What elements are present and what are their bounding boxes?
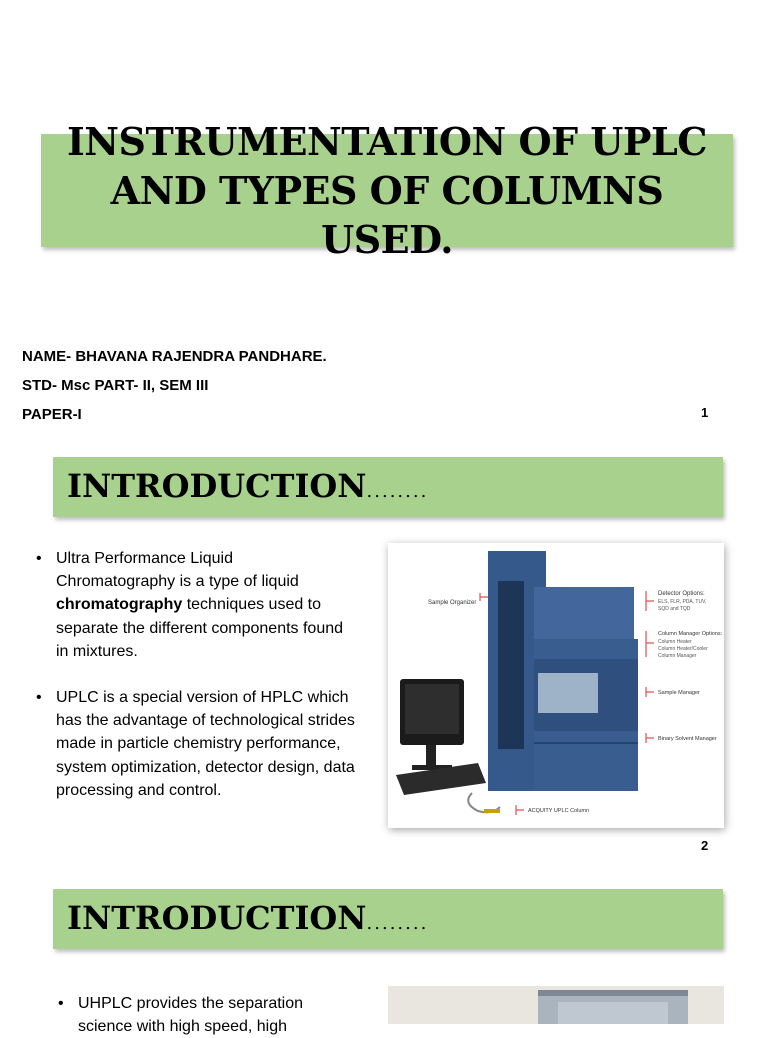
heading-dots: ........: [366, 913, 429, 934]
bullet-bold-term: chromatography: [56, 596, 183, 614]
bullet-text: UPLC is a special version of HPLC which has the advantage of technological strides made in particle chemistry performance, system optimization, detector design, data processing and control.: [56, 689, 355, 799]
bullet-dot: •: [36, 689, 42, 707]
title-banner: [41, 119, 733, 262]
introduction-banner-2: [53, 889, 723, 949]
page-number-2: 2: [701, 838, 709, 853]
label-detector-options: Detector Options:: [658, 591, 705, 597]
heading-text: INTRODUCTION: [67, 899, 367, 937]
paper-label: PAPER-I: [22, 406, 82, 423]
label-sample-organizer: Sample Organizer: [428, 600, 477, 606]
label-column-manager-item: Column Heater: [658, 639, 692, 645]
heading-text: INTRODUCTION: [67, 467, 367, 505]
introduction-banner: [53, 457, 723, 517]
introduction-heading: [67, 467, 428, 505]
uplc-instrument-diagram: [388, 543, 724, 828]
uhplc-instrument-graphic: [388, 986, 724, 1024]
label-sample-manager: Sample Manager: [658, 690, 700, 696]
bullet-dot: •: [36, 550, 42, 567]
label-column-manager-item: Column Manager: [658, 653, 697, 659]
label-acquity-column: ACQUITY UPLC Column: [528, 808, 590, 814]
bullet-text: techniques used to separate the different components found in mixtures.: [56, 596, 344, 660]
bullet-item: [58, 992, 348, 1038]
bullet-text: Ultra Performance Liquid Chromatography is a type of liquid: [56, 550, 299, 591]
tower-window: [498, 581, 524, 749]
slide-title: [41, 117, 733, 264]
uhplc-bullet-list: [58, 992, 348, 1038]
uplc-instrument-figure: [388, 543, 724, 828]
title-line-2: AND TYPES OF COLUMNS USED.: [110, 168, 664, 262]
uhplc-instrument-image: [388, 986, 724, 1024]
binary-solvent-module: [534, 731, 638, 791]
page-number-1: 1: [701, 405, 709, 420]
label-binary-solvent-manager: Binary Solvent Manager: [658, 736, 717, 742]
label-column-manager-item: Column Heater/Cooler: [658, 646, 708, 652]
label-column-manager-options: Column Manager Options:: [658, 631, 723, 637]
title-line-1: INSTRUMENTATION OF UPLC: [67, 119, 707, 164]
heading-dots: ........: [366, 481, 429, 502]
intro-bullet-list: [36, 547, 356, 802]
introduction-heading-2: [67, 899, 428, 937]
label-detector-item: ELS, FLR, PDA, TUV,: [658, 599, 707, 605]
bullet-text: UHPLC provides the separation science with high speed, high: [78, 995, 304, 1036]
student-class: STD- Msc PART- II, SEM III: [22, 377, 209, 394]
bullet-dot: •: [58, 995, 64, 1012]
author-name: NAME- BHAVANA RAJENDRA PANDHARE.: [22, 348, 327, 365]
column-manager-module: [534, 639, 638, 659]
bullet-item: [36, 547, 356, 663]
bullet-item: [36, 686, 356, 802]
detector-module: [534, 587, 634, 639]
sample-manager-window: [538, 673, 598, 713]
label-detector-item: SQD and TQD: [658, 606, 691, 612]
